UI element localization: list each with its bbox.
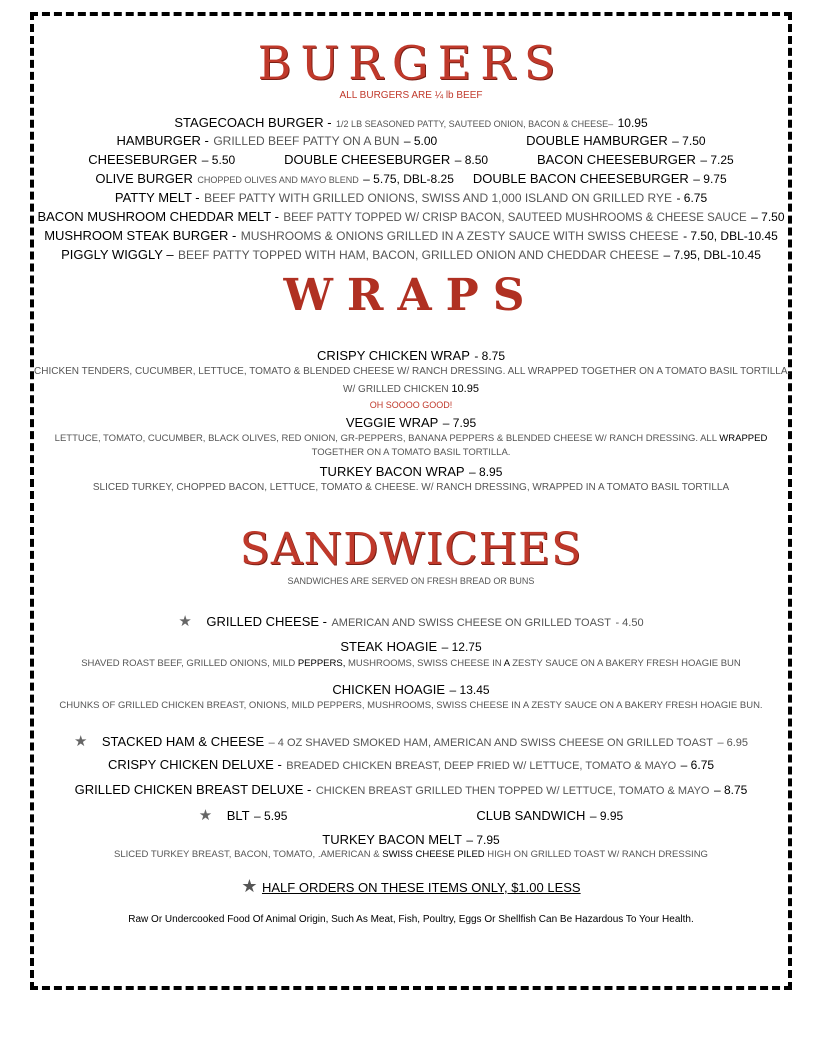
item-price: – 8.95	[469, 465, 503, 479]
menu-item-patty-melt	[34, 189, 788, 207]
item-desc: HIGH ON GRILLED TOAST W/ RANCH DRESSING	[487, 849, 708, 860]
menu-item-grilled-deluxe	[34, 781, 788, 799]
sandwiches-subtitle: SANDWICHES ARE SERVED ON FRESH BREAD OR BUNS	[287, 576, 535, 586]
menu-item-grilled-chicken-option	[34, 383, 788, 395]
item-price: – 8.75	[713, 783, 748, 797]
item-price: – 7.25	[700, 153, 734, 167]
item-name: MUSHROOM STEAK BURGER -	[44, 228, 237, 243]
item-price: – 13.45	[449, 683, 490, 697]
menu-item-turkey-wrap	[34, 463, 788, 481]
item-desc: WRAPPED	[719, 433, 768, 444]
item-price: – 7.95	[466, 833, 500, 847]
item-name: DOUBLE BACON CHEESEBURGER	[472, 171, 689, 186]
item-desc: A	[503, 658, 510, 669]
item-name: STAGECOACH BURGER -	[174, 115, 332, 130]
item-price: – 7.50	[672, 134, 706, 148]
item-price: – 7.95, DBL-10.45	[663, 248, 761, 262]
half-orders-text: HALF ORDERS ON THESE ITEMS ONLY, $1.00 LESS	[261, 880, 581, 895]
item-name: CLUB SANDWICH	[476, 808, 586, 823]
item-price: – 7.50	[751, 210, 785, 224]
item-desc: ZESTY SAUCE ON A BAKERY FRESH HOAGIE BUN	[512, 658, 741, 669]
item-price: – 6.95	[717, 737, 749, 749]
item-desc: CHOPPED OLIVES AND MAYO BLEND	[197, 175, 359, 185]
health-notice: Raw Or Undercooked Food Of Animal Origin, Such As Meat, Fish, Poultry, Eggs Or Shellfish Can Be Hazardous To Your Health.	[128, 914, 694, 925]
item-price: – 7.95	[442, 416, 477, 430]
item-name: GRILLED CHEESE -	[206, 614, 327, 629]
menu-item-veggie-wrap	[34, 414, 788, 432]
menu-item-grilled-cheese	[34, 612, 788, 631]
steak-hoagie-desc	[34, 658, 788, 669]
item-price: - 7.50, DBL-10.45	[683, 229, 778, 243]
item-name: TURKEY BACON MELT	[322, 832, 462, 847]
menu-row-olive	[34, 170, 788, 188]
item-desc: MUSHROOMS & ONIONS GRILLED IN A ZESTY SAUCE WITH SWISS CHEESE	[240, 229, 679, 243]
item-name: OLIVE BURGER	[95, 171, 193, 186]
star-icon: ★	[178, 613, 192, 630]
item-desc: SWISS CHEESE PILED	[382, 849, 485, 860]
item-desc: W/ GRILLED CHICKEN	[343, 384, 449, 395]
item-desc: LETTUCE, TOMATO, CUCUMBER, BLACK OLIVES, RED ONION, GR-PEPPERS, BANANA PEPPERS & BLENDED CHEESE W/ RANCH DRESSING. ALL	[54, 433, 717, 444]
item-price: – 5.75, DBL-8.25	[363, 172, 454, 186]
item-desc: 1/2 LB SEASONED PATTY, SAUTEED ONION, BACON & CHEESE–	[336, 119, 614, 129]
turkey-melt-desc	[34, 849, 788, 860]
item-name: STACKED HAM & CHEESE	[101, 734, 265, 749]
item-desc: PEPPERS,	[297, 658, 346, 669]
burgers-title: BURGERS	[257, 36, 565, 90]
menu-row-cheeseburgers	[34, 151, 788, 169]
item-name: STEAK HOAGIE	[340, 639, 438, 654]
menu-item-crispy-deluxe	[34, 756, 788, 774]
sandwiches-title: SANDWICHES	[239, 524, 583, 575]
item-price: 10.95	[451, 383, 479, 395]
item-price: – 9.75	[693, 172, 727, 186]
item-name: BACON CHEESEBURGER	[536, 152, 696, 167]
item-desc: GRILLED BEEF PATTY ON A BUN	[213, 134, 400, 148]
item-price: – 6.75	[680, 758, 715, 772]
menu-item-piggly-wiggly	[34, 246, 788, 264]
item-name: DOUBLE CHEESEBURGER	[284, 152, 451, 167]
menu-row-blt-club	[34, 806, 788, 825]
veggie-desc-line1	[34, 433, 788, 444]
wrap-note: OH SOOOO GOOD!	[369, 400, 453, 410]
star-icon: ★	[73, 733, 88, 750]
item-desc: SLICED TURKEY BREAST, BACON, TOMATO, .AMERICAN &	[114, 849, 380, 860]
item-desc: TOGETHER ON A TOMATO BASIL TORTILLA.	[311, 447, 511, 458]
item-desc: BEEF PATTY TOPPED W/ CRISP BACON, SAUTEED MUSHROOMS & CHEESE SAUCE	[283, 212, 747, 224]
item-name: CHICKEN HOAGIE	[332, 682, 446, 697]
item-price: - 4.50	[615, 617, 644, 629]
menu-item-turkey-melt	[34, 831, 788, 849]
item-name: HAMBURGER -	[116, 133, 209, 148]
item-price: – 5.95	[254, 809, 288, 823]
menu-row-hamburgers	[34, 132, 788, 150]
menu-item-stagecoach	[34, 114, 788, 132]
item-price: – 5.00	[403, 134, 438, 148]
item-price: 10.95	[617, 116, 648, 130]
item-desc: BEEF PATTY WITH GRILLED ONIONS, SWISS AND 1,000 ISLAND ON GRILLED RYE	[204, 191, 672, 205]
item-desc: BREADED CHICKEN BREAST, DEEP FRIED W/ LETTUCE, TOMATO & MAYO	[286, 760, 677, 772]
menu-item-chicken-hoagie	[34, 681, 788, 699]
item-name: CHEESEBURGER	[88, 152, 198, 167]
burgers-subtitle: ALL BURGERS ARE ¼ lb BEEF	[339, 90, 483, 101]
item-desc: MUSHROOMS, SWISS CHEESE IN	[348, 658, 502, 669]
item-desc: CHUNKS OF GRILLED CHICKEN BREAST, ONIONS, MILD PEPPERS, MUSHROOMS, SWISS CHEESE IN A ZESTY SAUCE ON A BAKERY FRESH HOAGIE BUN.	[59, 700, 763, 711]
item-desc: CHICKEN TENDERS, CUCUMBER, LETTUCE, TOMATO & BLENDED CHEESE W/ RANCH DRESSING. ALL WRAPPED TOGETHER ON A TOMATO BASIL TORTILLA.	[34, 366, 791, 377]
star-icon: ★	[241, 876, 258, 896]
wraps-title: WRAPS	[283, 270, 539, 321]
star-icon: ★	[198, 807, 213, 824]
item-price: – 8.50	[454, 153, 489, 167]
item-price: - 6.75	[676, 191, 708, 205]
menu-item-bmc-melt	[34, 208, 788, 226]
menu-item-stacked-ham	[34, 732, 788, 751]
item-desc: – 4 OZ SHAVED SMOKED HAM, AMERICAN AND SWISS CHEESE ON GRILLED TOAST	[268, 737, 713, 749]
item-price: – 9.95	[589, 809, 624, 823]
item-price: – 12.75	[441, 640, 482, 654]
item-name: DOUBLE HAMBURGER	[526, 133, 668, 148]
item-name: CRISPY CHICKEN WRAP	[316, 348, 470, 363]
item-desc: CHICKEN BREAST GRILLED THEN TOPPED W/ LETTUCE, TOMATO & MAYO	[315, 785, 710, 797]
menu-item-crispy-wrap	[34, 347, 788, 365]
item-name: BACON MUSHROOM CHEDDAR MELT -	[37, 209, 279, 224]
item-price: – 5.50	[201, 153, 236, 167]
item-desc: AMERICAN AND SWISS CHEESE ON GRILLED TOAST	[331, 617, 611, 629]
item-desc: BEEF PATTY TOPPED WITH HAM, BACON, GRILLED ONION AND CHEDDAR CHEESE	[178, 248, 660, 262]
menu-item-steak-hoagie	[34, 638, 788, 656]
item-name: PIGGLY WIGGLY –	[61, 247, 174, 262]
item-desc: SHAVED ROAST BEEF, GRILLED ONIONS, MILD	[81, 658, 296, 669]
half-orders-note	[34, 876, 788, 897]
item-name: GRILLED CHICKEN BREAST DELUXE -	[74, 782, 312, 797]
item-price: - 8.75	[474, 349, 506, 363]
item-name: TURKEY BACON WRAP	[319, 464, 465, 479]
item-name: VEGGIE WRAP	[345, 415, 439, 430]
item-name: PATTY MELT -	[114, 190, 200, 205]
item-desc: SLICED TURKEY, CHOPPED BACON, LETTUCE, TOMATO & CHEESE. W/ RANCH DRESSING, WRAPPED IN A TOMATO BASIL TORTILLA	[92, 482, 730, 493]
item-name: BLT	[226, 808, 250, 823]
item-name: CRISPY CHICKEN DELUXE -	[107, 757, 282, 772]
menu-item-mushroom-steak	[34, 227, 788, 245]
